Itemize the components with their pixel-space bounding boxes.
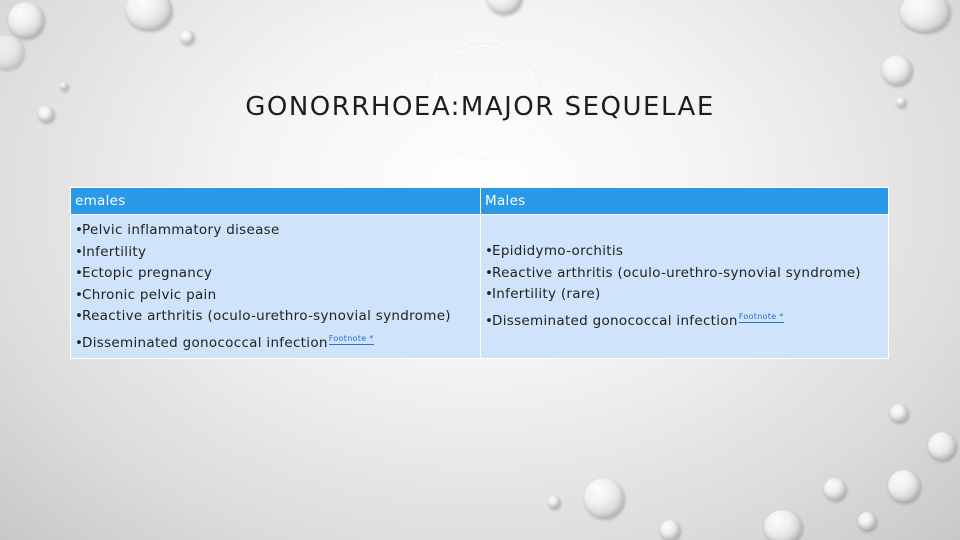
bullet-icon: •: [75, 265, 84, 281]
water-drop-decoration: [660, 520, 680, 540]
water-drop-decoration: [824, 478, 846, 500]
table-row: [71, 215, 889, 359]
list-item: •Pelvic inflammatory disease: [75, 220, 476, 242]
females-cell: [71, 215, 481, 359]
slide-title: GONORRHOEA:MAJOR SEQUELAE: [245, 92, 715, 122]
water-drop-decoration: [8, 2, 44, 38]
list-item: •Reactive arthritis (oculo-urethro-synovial syndrome): [485, 263, 884, 285]
water-drop-decoration: [584, 478, 624, 518]
bullet-icon: •: [485, 243, 494, 259]
water-drop-decoration: [858, 512, 876, 530]
bullet-icon: •: [75, 308, 84, 324]
list-item: •Ectopic pregnancy: [75, 263, 476, 285]
bullet-icon: •: [485, 312, 494, 329]
water-drop-decoration: [900, 0, 950, 32]
water-drop-decoration: [548, 496, 560, 508]
water-drop-decoration: [486, 0, 522, 14]
footnote-link[interactable]: Footnote *: [328, 333, 374, 343]
water-drop-decoration: [888, 470, 920, 502]
footnote-link[interactable]: Footnote *: [738, 311, 784, 321]
bullet-icon: •: [75, 286, 84, 303]
water-drop-decoration: [890, 404, 908, 422]
list-item: •Chronic pelvic pain: [75, 285, 476, 307]
list-item: •Disseminated gonococcal infection$^{Footnote *}$: [485, 306, 884, 333]
list-item: •Epididymo-orchitis: [485, 241, 884, 263]
water-drop-decoration: [126, 0, 172, 30]
bullet-icon: •: [485, 264, 494, 281]
water-drop-decoration: [180, 30, 194, 44]
water-drop-decoration: [928, 432, 956, 460]
sequelae-table: [70, 187, 889, 359]
list-item: •Reactive arthritis (oculo-urethro-synovial syndrome): [75, 306, 476, 328]
males-cell: [481, 215, 889, 359]
bullet-icon: •: [75, 334, 84, 351]
header-males: Males: [481, 188, 889, 215]
females-list: [75, 220, 476, 354]
males-list: [485, 241, 884, 332]
water-drop-decoration: [60, 82, 68, 90]
bullet-icon: •: [75, 222, 84, 238]
list-item: •Infertility: [75, 242, 476, 264]
water-drop-decoration: [882, 55, 912, 85]
bullet-icon: •: [485, 286, 494, 302]
water-drop-decoration: [764, 510, 802, 540]
list-item: •Disseminated gonococcal infection$^{Footnote *}$: [75, 328, 476, 355]
bullet-icon: •: [75, 243, 84, 260]
table-header-row: [71, 188, 889, 215]
list-item: •Infertility (rare): [485, 284, 884, 306]
water-drop-decoration: [0, 35, 24, 69]
header-females: emales: [71, 188, 481, 215]
